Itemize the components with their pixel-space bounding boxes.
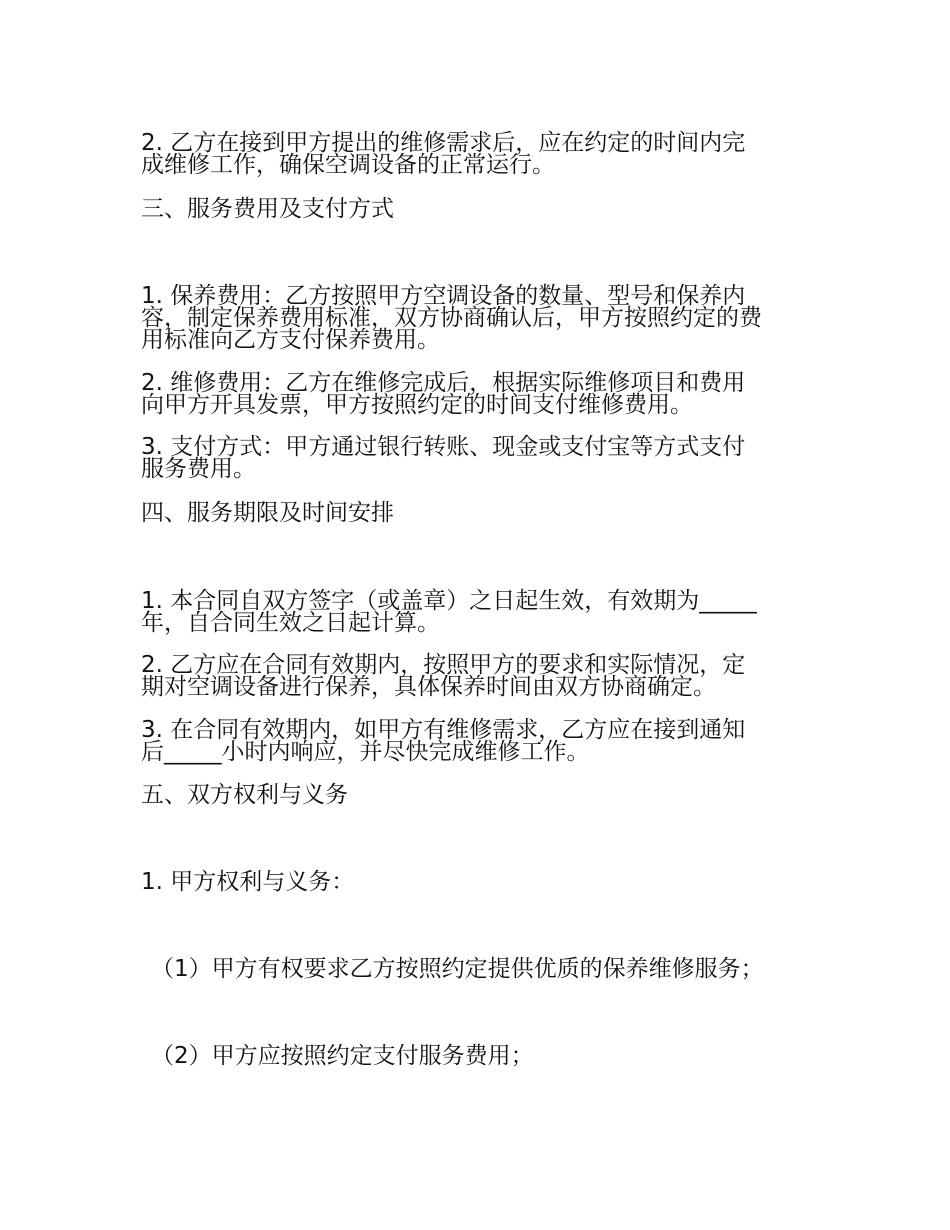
clause-3-2-line-1: 2. 维修费用：乙方在维修完成后，根据实际维修项目和费用 [141, 370, 746, 396]
clause-4-2-line-1: 2. 乙方应在合同有效期内，按照甲方的要求和实际情况，定 [141, 652, 746, 678]
clause-4-2-line-2: 期对空调设备进行保养，具体保养时间由双方协商确定。 [141, 674, 716, 700]
section-5-heading: 五、双方权利与义务 [141, 782, 348, 808]
clause-3-1-line-2: 容，制定保养费用标准，双方协商确认后，甲方按照约定的费 [141, 305, 762, 331]
clause-4-1-line-1: 1. 本合同自双方签字（或盖章）之日起生效，有效期为_____ [141, 588, 757, 614]
clause-3-1-line-1: 1. 保养费用：乙方按照甲方空调设备的数量、型号和保养内 [141, 283, 746, 309]
section-4-heading: 四、服务期限及时间安排 [141, 500, 394, 526]
clause-5-1-item-2: （2）甲方应按照约定支付服务费用； [151, 1043, 534, 1069]
clause-5-1-item-1: （1）甲方有权要求乙方按照约定提供优质的保养维修服务； [151, 956, 764, 982]
clause-3-3-line-2: 服务费用。 [141, 456, 256, 482]
clause-4-3-line-2: 后_____小时内响应，并尽快完成维修工作。 [141, 739, 590, 765]
clause-3-2-line-2: 向甲方开具发票，甲方按照约定的时间支付维修费用。 [141, 392, 693, 418]
clause-2-repair-line-1: 2. 乙方在接到甲方提出的维修需求后，应在约定的时间内完 [141, 130, 746, 156]
clause-3-3-line-1: 3. 支付方式：甲方通过银行转账、现金或支付宝等方式支付 [141, 434, 746, 460]
clause-4-1-line-2: 年，自合同生效之日起计算。 [141, 610, 440, 636]
clause-5-1-heading: 1. 甲方权利与义务： [141, 869, 355, 895]
clause-2-repair-line-2: 成维修工作，确保空调设备的正常运行。 [141, 152, 555, 178]
clause-4-3-line-1: 3. 在合同有效期内，如甲方有维修需求，乙方应在接到通知 [141, 717, 746, 743]
clause-3-1-line-3: 用标准向乙方支付保养费用。 [141, 327, 440, 353]
section-3-heading: 三、服务费用及支付方式 [141, 196, 394, 222]
